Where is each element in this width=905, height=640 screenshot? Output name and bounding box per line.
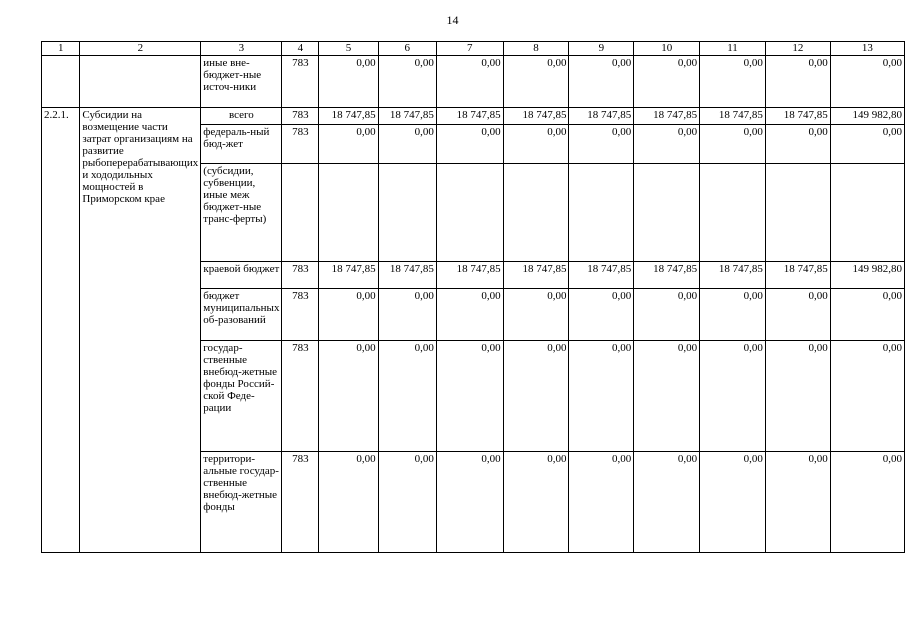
- value-cell: [503, 164, 569, 262]
- source-cell: федераль-ный бюд-жет: [201, 125, 282, 164]
- source-cell: территори-альные государ-ственные внебюд-жетные фонды: [201, 452, 282, 553]
- value-cell: 0,00: [569, 56, 634, 108]
- header-cell: 1: [42, 42, 80, 56]
- value-cell: 0,00: [830, 289, 904, 341]
- table-row: [42, 56, 905, 108]
- kbk-cell: 783: [282, 262, 319, 289]
- value-cell: 0,00: [503, 289, 569, 341]
- kbk-cell: 783: [282, 125, 319, 164]
- value-cell: 0,00: [319, 125, 378, 164]
- value-cell: 0,00: [378, 125, 436, 164]
- value-cell: 0,00: [830, 452, 904, 553]
- value-cell: 0,00: [700, 56, 766, 108]
- value-cell: 0,00: [436, 341, 503, 452]
- source-cell: иные вне-бюджет-ные источ-ники: [201, 56, 282, 108]
- value-cell: 0,00: [503, 56, 569, 108]
- value-cell: 0,00: [503, 341, 569, 452]
- value-cell: 0,00: [830, 56, 904, 108]
- kbk-cell: [282, 164, 319, 262]
- value-cell: 18 747,85: [319, 108, 378, 125]
- kbk-cell: 783: [282, 108, 319, 125]
- value-cell: 18 747,85: [503, 108, 569, 125]
- value-cell: [569, 164, 634, 262]
- kbk-cell: 783: [282, 289, 319, 341]
- value-cell: 0,00: [378, 452, 436, 553]
- value-cell: 0,00: [569, 289, 634, 341]
- value-cell: 0,00: [765, 289, 830, 341]
- source-cell: бюджет муниципальных об-разований: [201, 289, 282, 341]
- value-cell: 0,00: [634, 125, 700, 164]
- value-cell: 0,00: [503, 452, 569, 553]
- value-cell: 149 982,80: [830, 262, 904, 289]
- value-cell: 0,00: [436, 289, 503, 341]
- value-cell: 0,00: [378, 289, 436, 341]
- value-cell: 0,00: [700, 289, 766, 341]
- source-cell: (субсидии, субвенции, иные меж бюджет-ные транс-ферты): [201, 164, 282, 262]
- header-cell: 6: [378, 42, 436, 56]
- value-cell: 0,00: [765, 125, 830, 164]
- value-cell: 0,00: [634, 56, 700, 108]
- value-cell: 0,00: [569, 452, 634, 553]
- value-cell: 0,00: [569, 125, 634, 164]
- page-number: 14: [446, 13, 459, 27]
- value-cell: [319, 164, 378, 262]
- value-cell: 18 747,85: [569, 108, 634, 125]
- header-cell: 11: [700, 42, 766, 56]
- header-cell: 7: [436, 42, 503, 56]
- value-cell: 0,00: [503, 125, 569, 164]
- value-cell: [436, 164, 503, 262]
- budget-table: [41, 41, 905, 553]
- source-cell: государ-ственные внебюд-жетные фонды Россий-ской Феде-рации: [201, 341, 282, 452]
- value-cell: [765, 164, 830, 262]
- item-code-cell: 2.2.1.: [42, 108, 80, 553]
- header-cell: 8: [503, 42, 569, 56]
- value-cell: 0,00: [634, 341, 700, 452]
- value-cell: 0,00: [765, 452, 830, 553]
- value-cell: 18 747,85: [319, 262, 378, 289]
- item-name-cell: Субсидии на возмещение части затрат организациям на развитие рыбоперерабатывающих и хододильных мощностей в Приморском крае: [80, 108, 201, 553]
- value-cell: 0,00: [378, 56, 436, 108]
- value-cell: 18 747,85: [765, 108, 830, 125]
- value-cell: 18 747,85: [378, 108, 436, 125]
- value-cell: 149 982,80: [830, 108, 904, 125]
- header-cell: 2: [80, 42, 201, 56]
- value-cell: [634, 164, 700, 262]
- name-cell: [80, 56, 201, 108]
- value-cell: 18 747,85: [700, 262, 766, 289]
- kbk-cell: 783: [282, 56, 319, 108]
- value-cell: 18 747,85: [378, 262, 436, 289]
- value-cell: 0,00: [830, 341, 904, 452]
- value-cell: 0,00: [700, 452, 766, 553]
- header-cell: 13: [830, 42, 904, 56]
- value-cell: 0,00: [436, 56, 503, 108]
- value-cell: [700, 164, 766, 262]
- kbk-cell: 783: [282, 341, 319, 452]
- kbk-cell: 783: [282, 452, 319, 553]
- value-cell: 0,00: [378, 341, 436, 452]
- value-cell: 18 747,85: [569, 262, 634, 289]
- header-cell: 4: [282, 42, 319, 56]
- value-cell: [830, 164, 904, 262]
- value-cell: 0,00: [830, 125, 904, 164]
- header-cell: 12: [765, 42, 830, 56]
- value-cell: 0,00: [319, 289, 378, 341]
- header-cell: 10: [634, 42, 700, 56]
- value-cell: 0,00: [765, 56, 830, 108]
- value-cell: 18 747,85: [765, 262, 830, 289]
- source-cell: краевой бюджет: [201, 262, 282, 289]
- header-row: [42, 42, 905, 56]
- value-cell: 0,00: [319, 452, 378, 553]
- source-cell: всего: [201, 108, 282, 125]
- value-cell: 0,00: [700, 125, 766, 164]
- code-cell: [42, 56, 80, 108]
- header-cell: 5: [319, 42, 378, 56]
- header-cell: 3: [201, 42, 282, 56]
- value-cell: 18 747,85: [436, 262, 503, 289]
- value-cell: 18 747,85: [634, 262, 700, 289]
- value-cell: [378, 164, 436, 262]
- value-cell: 0,00: [436, 125, 503, 164]
- value-cell: 0,00: [569, 341, 634, 452]
- value-cell: 0,00: [700, 341, 766, 452]
- value-cell: 0,00: [765, 341, 830, 452]
- value-cell: 18 747,85: [634, 108, 700, 125]
- value-cell: 0,00: [319, 56, 378, 108]
- value-cell: 0,00: [634, 289, 700, 341]
- value-cell: 0,00: [436, 452, 503, 553]
- value-cell: 18 747,85: [700, 108, 766, 125]
- value-cell: 0,00: [319, 341, 378, 452]
- value-cell: 0,00: [634, 452, 700, 553]
- value-cell: 18 747,85: [503, 262, 569, 289]
- value-cell: 18 747,85: [436, 108, 503, 125]
- table-row: [42, 108, 905, 125]
- header-cell: 9: [569, 42, 634, 56]
